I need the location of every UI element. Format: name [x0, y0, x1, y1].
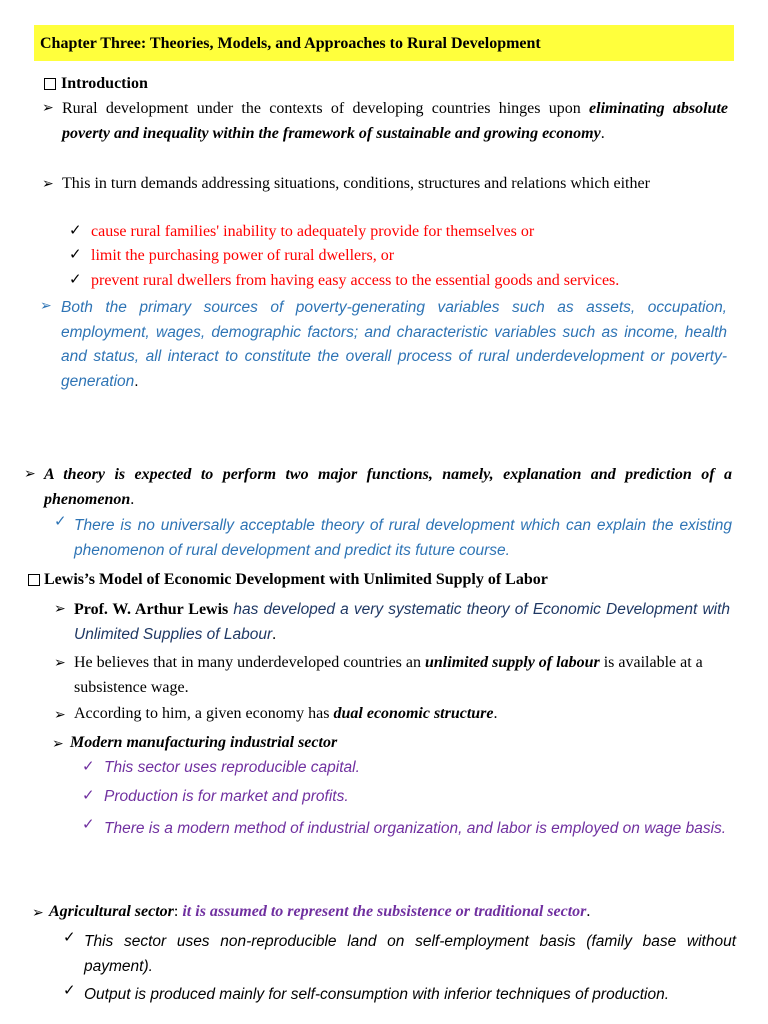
agri-check-1: This sector uses non-reproducible land on self-employment basis (family base without payment).: [84, 933, 736, 975]
check-icon: ✓: [63, 930, 76, 946]
check-icon: ✓: [69, 272, 82, 288]
intro-heading: Introduction: [61, 75, 148, 92]
arrow-bullet-icon: ➢: [24, 467, 36, 482]
lewis-b3-pre: According to him, a given economy has: [74, 705, 334, 722]
check-icon: ✓: [69, 247, 82, 263]
theory-paragraph: [44, 463, 732, 512]
intro-paragraph-3: [61, 296, 727, 394]
check-icon: ✓: [63, 983, 76, 999]
intro-p1-emphasis: eliminating absolute poverty and inequality within the framework of sustainable and growing economy: [62, 100, 729, 142]
arrow-bullet-icon: ➢: [42, 177, 54, 192]
checkbox-bullet-icon: [28, 574, 40, 586]
check-icon: ✓: [82, 817, 95, 833]
lewis-name: Prof. W. Arthur Lewis: [74, 601, 229, 618]
intro-paragraph-1: [62, 97, 728, 146]
intro-check-2: limit the purchasing power of rural dwellers, or: [91, 247, 395, 264]
lewis-bullet-3: [74, 705, 498, 723]
lewis-b1-period: .: [272, 625, 277, 643]
intro-paragraph-2: This in turn demands addressing situations, conditions, structures and relations which either: [62, 175, 650, 192]
intro-p1-period: .: [600, 124, 605, 142]
lewis-heading: Lewis’s Model of Economic Development with Unlimited Supply of Labor: [44, 571, 548, 588]
theory-text: A theory is expected to perform two major functions, namely, explanation and prediction of a phenomenon: [44, 466, 732, 508]
chapter-title-bar: [34, 25, 734, 61]
lewis-b1-text: has developed a very systematic theory of Economic Development with Unlimited Supplies of Labour: [74, 601, 731, 643]
lewis-b2-post: is available at a subsistence wage.: [74, 654, 703, 696]
check-icon: ✓: [69, 223, 82, 239]
arrow-bullet-icon: ➢: [52, 737, 64, 752]
agri-emphasis: it is assumed to represent the subsistence or traditional sector: [182, 903, 587, 920]
arrow-bullet-icon: ➢: [40, 299, 52, 314]
theory-check: There is no universally acceptable theory of rural development which can explain the existing phenomenon of rural development and predict its future course.: [74, 517, 732, 559]
agri-sector-line: [49, 903, 590, 921]
arrow-bullet-icon: ➢: [54, 602, 66, 617]
checkbox-bullet-icon: [44, 78, 56, 90]
lewis-b3-post: .: [493, 705, 498, 722]
arrow-bullet-icon: ➢: [32, 906, 44, 921]
agri-label: Agricultural sector: [49, 903, 174, 920]
modern-check-3: There is a modern method of industrial organization, and labor is employed on wage basis.: [104, 820, 727, 837]
arrow-bullet-icon: ➢: [54, 656, 66, 671]
theory-period: .: [130, 490, 135, 508]
intro-check-1: cause rural families' inability to adequately provide for themselves or: [91, 223, 535, 240]
agri-period: .: [586, 903, 591, 920]
check-icon: ✓: [82, 759, 95, 775]
lewis-b2-emphasis: unlimited supply of labour: [425, 654, 600, 671]
check-icon: ✓: [54, 514, 67, 530]
intro-p3-period: .: [134, 372, 139, 390]
lewis-b2-pre: He believes that in many underdeveloped countries an: [74, 654, 425, 671]
modern-sector-heading: Modern manufacturing industrial sector: [70, 734, 338, 751]
agri-check-2: Output is produced mainly for self-consumption with inferior techniques of production.: [84, 986, 669, 1003]
check-icon: ✓: [82, 788, 95, 804]
lewis-bullet-1: [74, 598, 730, 647]
lewis-b3-emphasis: dual economic structure: [333, 705, 494, 722]
intro-p3-text: Both the primary sources of poverty-generating variables such as assets, occupation, employment, wages, demographic factors; and characteristic variables such as income, health and status, all interact to constitute the overall process of rural underdevelopment or poverty-generation: [61, 299, 727, 390]
chapter-title: Chapter Three: Theories, Models, and Approaches to Rural Development: [40, 35, 541, 52]
agri-colon: :: [173, 903, 183, 920]
arrow-bullet-icon: ➢: [54, 708, 66, 723]
arrow-bullet-icon: ➢: [42, 101, 54, 116]
intro-check-3: prevent rural dwellers from having easy access to the essential goods and services.: [91, 272, 620, 289]
intro-p1-text: Rural development under the contexts of developing countries hinges upon: [62, 100, 590, 117]
lewis-bullet-2: [74, 651, 734, 700]
modern-check-2: Production is for market and profits.: [104, 788, 349, 805]
modern-check-1: This sector uses reproducible capital.: [104, 759, 360, 776]
